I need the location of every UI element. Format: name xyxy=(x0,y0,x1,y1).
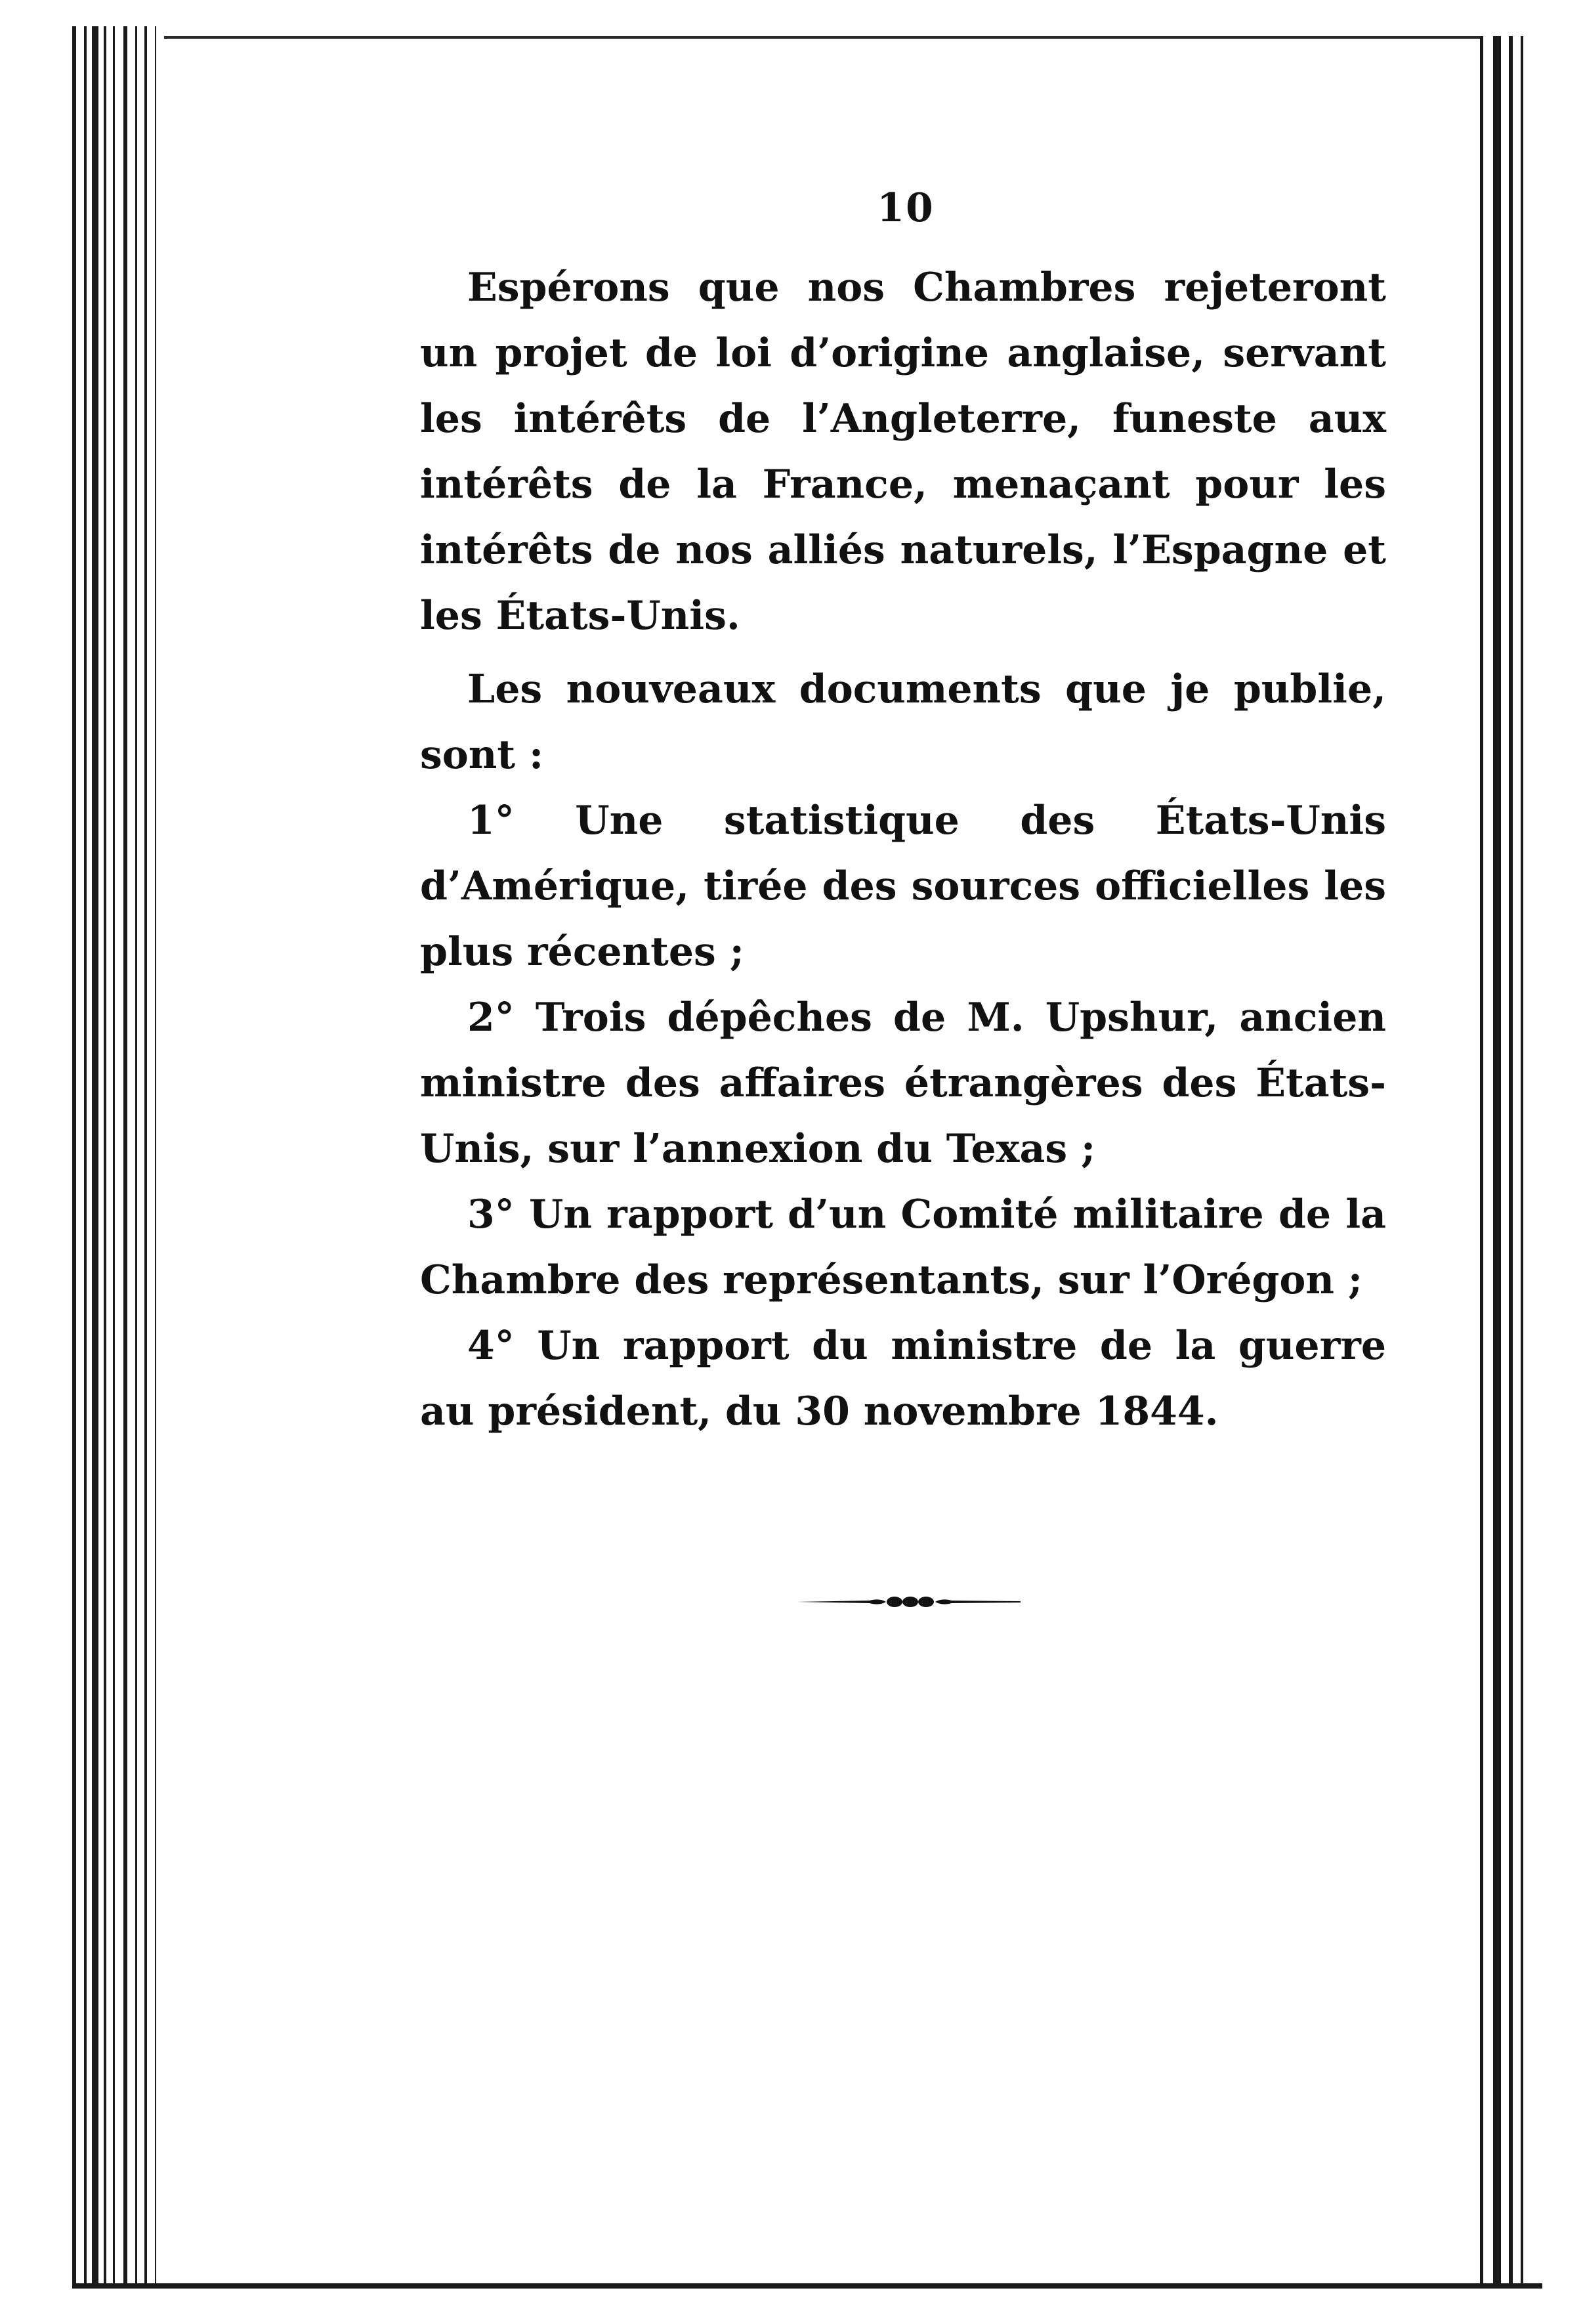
body-text xyxy=(420,255,1386,1444)
top-page-edge xyxy=(164,36,1483,39)
left-binding-edge xyxy=(72,26,177,2285)
page-number: 10 xyxy=(877,185,935,231)
ornament-divider xyxy=(797,1589,1021,1615)
list-item-3: 3° Un rapport d’un Comité militaire de la Chambre des représentants, sur l’Orégon ; xyxy=(420,1192,1386,1303)
paragraph-intro: Espérons que nos Chambres rejeteront un projet de loi d’origine anglaise, servant les intérêts de l’Angleterre, funeste aux intérêts de la France, menaçant pour les intérêts de nos alliés naturels, l’Espagne et les États-Unis. xyxy=(420,265,1386,639)
list-item-1: 1° Une statistique des États-Unis d’Amérique, tirée des sources officielles les plus récentes ; xyxy=(420,798,1386,975)
list-item-4: 4° Un rapport du ministre de la guerre au président, du 30 novembre 1844. xyxy=(420,1323,1386,1434)
paragraph-documents-heading: Les nouveaux documents que je publie, sont : xyxy=(420,666,1386,778)
bottom-page-edge xyxy=(72,2283,1542,2289)
right-page-edge xyxy=(1480,36,1539,2288)
list-item-2: 2° Trois dépêches de M. Upshur, ancien ministre des affaires étrangères des États-Unis, sur l’annexion du Texas ; xyxy=(420,995,1386,1172)
